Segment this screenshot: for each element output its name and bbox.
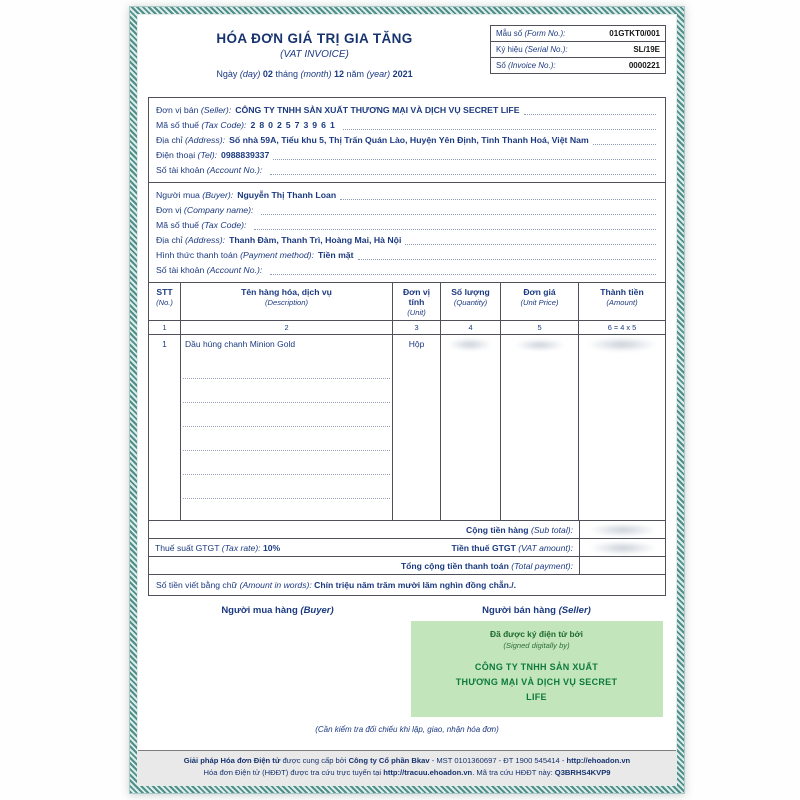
invoice-subtitle: (VAT INVOICE) <box>280 49 349 60</box>
buyer-taxcode-row: Mã số thuế (Tax Code): <box>156 218 658 233</box>
invoice-date: Ngày (day) 02 tháng (month) 12 năm (year) 2021 <box>216 69 413 79</box>
lookup-code: Q3BRHS4KVP9 <box>554 768 611 778</box>
digital-signature-company: CÔNG TY TNHH SẢN XUẤT THƯƠNG MẠI VÀ DỊCH VỤ SECRET LIFE <box>455 662 618 702</box>
tax-row <box>149 538 665 556</box>
form-no-value: 01GTKT0/001 <box>609 29 660 38</box>
seller-address: Số nhà 59A, Tiểu khu 5, Thị Trấn Quán Lào, Huyện Yên Định, Tỉnh Thanh Hoá, Việt Nam <box>229 135 589 145</box>
redacted-vat-smudge <box>589 541 657 555</box>
item-quantity <box>441 335 501 355</box>
invoice-body <box>148 97 666 596</box>
seller-signature-label: Người bán hàng (Seller) <box>482 605 591 616</box>
buyer-signature-label: Người mua hàng (Buyer) <box>221 605 334 616</box>
header-cell-quantity: Số lượng (Quantity) <box>441 283 501 320</box>
item-stt: 1 <box>149 335 181 355</box>
header-cell-amount: Thành tiền (Amount) <box>600 287 644 307</box>
redacted-subtotal-smudge <box>589 523 657 537</box>
invoice-meta-box <box>490 25 666 74</box>
signature-section <box>148 605 666 717</box>
vat-amount <box>579 539 665 556</box>
invoice-no-value: 0000221 <box>628 61 660 70</box>
invoice-header <box>148 21 666 97</box>
digital-signature-box <box>411 621 663 717</box>
items-table <box>149 282 665 595</box>
header-cell-unit-price: Đơn giá (Unit Price) <box>501 283 579 320</box>
buyer-name-row: Người mua (Buyer): Nguyễn Thị Thanh Loan <box>156 188 658 203</box>
buyer-company-row: Đơn vị (Company name): <box>156 203 658 218</box>
header-cell-stt: STT (No.) <box>149 283 181 320</box>
digital-signature-line1: Đã được ký điện tử bởi <box>490 629 583 639</box>
buyer-address: Thanh Đàm, Thanh Trì, Hoàng Mai, Hà Nội <box>229 235 402 245</box>
digital-signature-line2: (Signed digitally by) <box>503 641 570 650</box>
amount-in-words-row: Số tiền viết bằng chữ (Amount in words): Chín triệu năm trăm mười lăm nghìn đồng chẵn./. <box>149 574 665 595</box>
column-index-row: 1 2 3 4 5 6 = 4 x 5 <box>149 320 665 335</box>
item-unit-price <box>501 335 579 355</box>
amount-in-words-value: Chín triệu năm trăm mười lăm nghìn đồng chẵn./. <box>314 580 517 590</box>
buyer-signature-area <box>148 605 407 717</box>
buyer-section <box>149 182 665 282</box>
subtotal-row: Cộng tiền hàng (Sub total): <box>149 520 665 538</box>
seller-tax-code: 2802573961 <box>250 120 339 130</box>
meta-row-serial-no: Ký hiệu (Serial No.): SL/19E <box>491 42 665 58</box>
table-header-row <box>149 283 665 320</box>
item-row <box>149 335 665 355</box>
buyer-name: Nguyễn Thị Thanh Loan <box>237 190 337 200</box>
meta-row-form-no: Mẫu số (Form No.): 01GTKT0/001 <box>491 26 665 42</box>
seller-section <box>149 98 665 182</box>
seller-tel-row: Điện thoại (Tel): 0988839337 <box>156 148 658 163</box>
item-description: Dầu húng chanh Minion Gold <box>181 335 393 355</box>
invoice-page <box>137 14 677 786</box>
total-payment-amount <box>579 557 665 574</box>
buyer-payment-method-row: Hình thức thanh toán (Payment method): Tiền mặt <box>156 248 658 263</box>
footer-line-2: Hóa đơn Điện tử (HĐĐT) được tra cứu trực tuyến tại http://tracuu.ehoadon.vn. Mã tra cứu HĐĐT này: Q3BRHS4KVP9 <box>203 768 611 778</box>
seller-account-row: Số tài khoản (Account No.): <box>156 163 658 178</box>
footer-bar <box>138 750 676 785</box>
redacted-quantity-smudge <box>448 338 492 351</box>
ehoadon-link: http://ehoadon.vn <box>566 756 631 766</box>
subtotal-amount <box>579 521 665 538</box>
buyer-address-row: Địa chỉ (Address): Thanh Đàm, Thanh Trì, Hoàng Mai, Hà Nội <box>156 233 658 248</box>
buyer-account-row: Số tài khoản (Account No.): <box>156 263 658 278</box>
seller-taxcode-row: Mã số thuế (Tax Code): 2802573961 <box>156 118 658 133</box>
tax-rate: Thuế suất GTGT (Tax rate): 10% <box>155 542 281 553</box>
seller-name: CÔNG TY TNHH SẢN XUẤT THƯƠNG MẠI VÀ DỊCH VỤ SECRET LIFE <box>235 105 520 115</box>
footer-line-1: Giải pháp Hóa đơn Điện tử được cung cấp bởi Công ty Cổ phần Bkav - MST 0101360697 - ĐT 1900 545414 - http://ehoadon.vn <box>183 756 631 766</box>
seller-name-row: Đơn vị bán (Seller): CÔNG TY TNHH SẢN XUẤT THƯƠNG MẠI VÀ DỊCH VỤ SECRET LIFE <box>156 103 658 118</box>
seller-tel: 0988839337 <box>221 150 270 160</box>
description-dotted-lines <box>181 355 393 520</box>
total-payment-row: Tổng cộng tiền thanh toán (Total payment): <box>149 556 665 574</box>
serial-no-value: SL/19E <box>633 45 660 54</box>
item-amount <box>579 335 665 355</box>
header-cell-description: Tên hàng hóa, dịch vụ (Description) <box>181 283 393 320</box>
meta-row-invoice-no: Số (Invoice No.): 0000221 <box>496 61 660 70</box>
inspection-note: (Cần kiểm tra đối chiếu khi lập, giao, nhận hóa đơn) <box>315 724 499 734</box>
invoice-title: HÓA ĐƠN GIÁ TRỊ GIA TĂNG <box>216 31 413 46</box>
seller-address-row: Địa chỉ (Address): Số nhà 59A, Tiểu khu 5, Thị Trấn Quán Lào, Huyện Yên Định, Tỉnh Thanh Hoá, Việt Nam <box>156 133 658 148</box>
item-unit: Hộp <box>393 335 441 355</box>
header-cell-unit: Đơn vị tính (Unit) <box>393 283 441 320</box>
redacted-unit-price-smudge <box>515 339 565 351</box>
table-empty-rows <box>149 355 665 520</box>
seller-signature-area <box>407 605 666 717</box>
vat-amount-label: Tiền thuế GTGT (VAT amount): <box>451 542 573 553</box>
invoice-document <box>129 6 685 794</box>
redacted-amount-smudge <box>587 337 657 352</box>
payment-method: Tiền mặt <box>317 250 354 260</box>
tracuu-link: http://tracuu.ehoadon.vn <box>383 768 473 778</box>
